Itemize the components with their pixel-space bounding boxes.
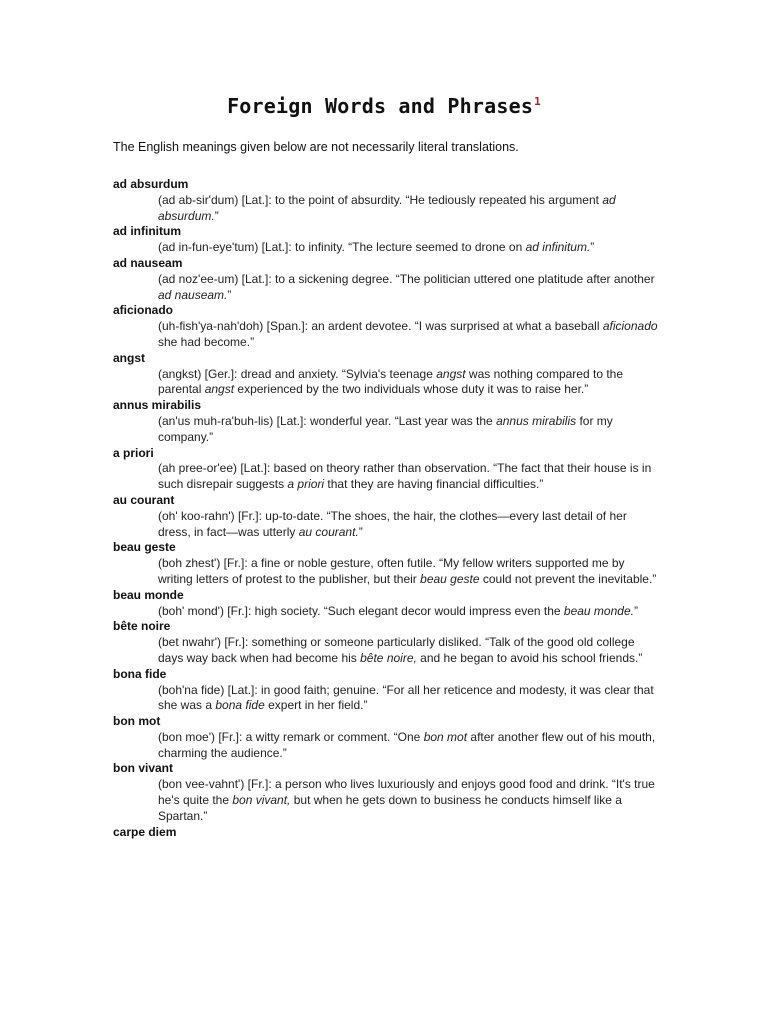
entry-term: annus mirabilis xyxy=(113,398,202,413)
entry-term: ad infinitum xyxy=(113,224,181,239)
glossary-entry xyxy=(113,351,658,398)
entry-term: bon mot xyxy=(113,714,161,729)
footnote-marker[interactable]: 1 xyxy=(534,95,541,109)
entry-definition: (an'us muh-ra'buh-lis) [Lat.]: wonderful year. “Last year was the annus mirabilis for my company.” xyxy=(158,413,613,444)
entry-definition: (ad ab-sir'dum) [Lat.]: to the point of absurdity. “He tediously repeated his argument ad absurdum.” xyxy=(158,192,616,223)
entry-term: bon vivant xyxy=(113,761,174,776)
glossary-entry xyxy=(113,761,658,824)
entry-term: beau monde xyxy=(113,587,184,602)
entry-definition: (bet nwahr') [Fr.]: something or someone particularly disliked. “Talk of the good old college days way back when had become his bête noire, and he began to avoid his school friends.” xyxy=(158,635,643,665)
glossary-entry xyxy=(113,177,658,224)
entry-definition: (oh' koo-rahn') [Fr.]: up-to-date. “The shoes, the hair, the clothes—every last detail of her dress, in fact—was utterly au courant.” xyxy=(158,508,627,539)
entry-definition: (boh zhest') [Fr.]: a fine or noble gesture, often futile. “My fellow writers supported me by writing letters of protest to the publisher, but their beau geste could not prevent the inevitable.” xyxy=(158,556,657,586)
entry-definition: (boh' mond') [Fr.]: high society. “Such elegant decor would impress even the beau monde.” xyxy=(158,603,638,618)
page-title-text: Foreign Words and Phrases xyxy=(227,94,534,118)
glossary-entry xyxy=(113,303,658,350)
glossary-entry xyxy=(113,224,658,256)
entry-definition: (ah pree-or'ee) [Lat.]: based on theory rather than observation. “The fact that their house is in such disrepair suggests a priori that they are having financial difficulties.” xyxy=(158,461,652,492)
entry-definition: (bon moe') [Fr.]: a witty remark or comment. “One bon mot after another flew out of his mouth, charming the audience.” xyxy=(158,729,656,760)
entry-term: bête noire xyxy=(113,619,171,634)
glossary-entry xyxy=(113,398,658,445)
glossary-entry xyxy=(113,714,658,761)
entry-term: aficionado xyxy=(113,303,174,318)
entry-term: ad nauseam xyxy=(113,255,183,270)
entry-definition: (angkst) [Ger.]: dread and anxiety. “Sylvia's teenage angst was nothing compared to the parental angst experienced by the two individuals whose duty it was to raise her.” xyxy=(158,366,624,397)
entry-term: a priori xyxy=(113,445,154,460)
glossary-entry xyxy=(113,256,658,303)
intro-paragraph: The English meanings given below are not necessarily literal translations. xyxy=(113,140,519,154)
glossary-entry xyxy=(113,825,658,841)
glossary-list xyxy=(113,177,658,840)
entry-definition: (ad noz'ee-um) [Lat.]: to a sickening degree. “The politician uttered one platitude after another ad nauseam.” xyxy=(158,271,655,302)
entry-term: beau geste xyxy=(113,540,176,555)
glossary-entry xyxy=(113,588,658,620)
entry-definition: (uh-fish'ya-nah'doh) [Span.]: an ardent devotee. “I was surprised at what a baseball aficionado she had become.” xyxy=(158,319,658,349)
entry-term: bona fide xyxy=(113,666,167,681)
entry-term: carpe diem xyxy=(113,824,177,839)
entry-definition: (boh'na fide) [Lat.]: in good faith; genuine. “For all her reticence and modesty, it was clear that she was a bona fide expert in her field.” xyxy=(158,682,654,713)
entry-definition: (bon vee-vahnt') [Fr.]: a person who lives luxuriously and enjoys good food and drink. “It's true he's quite the bon vivant, but when he gets down to business he conducts himself like a Spartan.” xyxy=(158,777,655,823)
glossary-entry xyxy=(113,493,658,540)
page-title xyxy=(0,94,768,118)
glossary-entry xyxy=(113,540,658,587)
glossary-entry xyxy=(113,667,658,714)
entry-term: ad absurdum xyxy=(113,177,189,191)
glossary-entry xyxy=(113,446,658,493)
entry-term: angst xyxy=(113,350,146,365)
entry-term: au courant xyxy=(113,492,175,507)
glossary-entry xyxy=(113,619,658,666)
entry-definition: (ad in-fun-eye'tum) [Lat.]: to infinity. “The lecture seemed to drone on ad infinitum.” xyxy=(158,240,595,255)
